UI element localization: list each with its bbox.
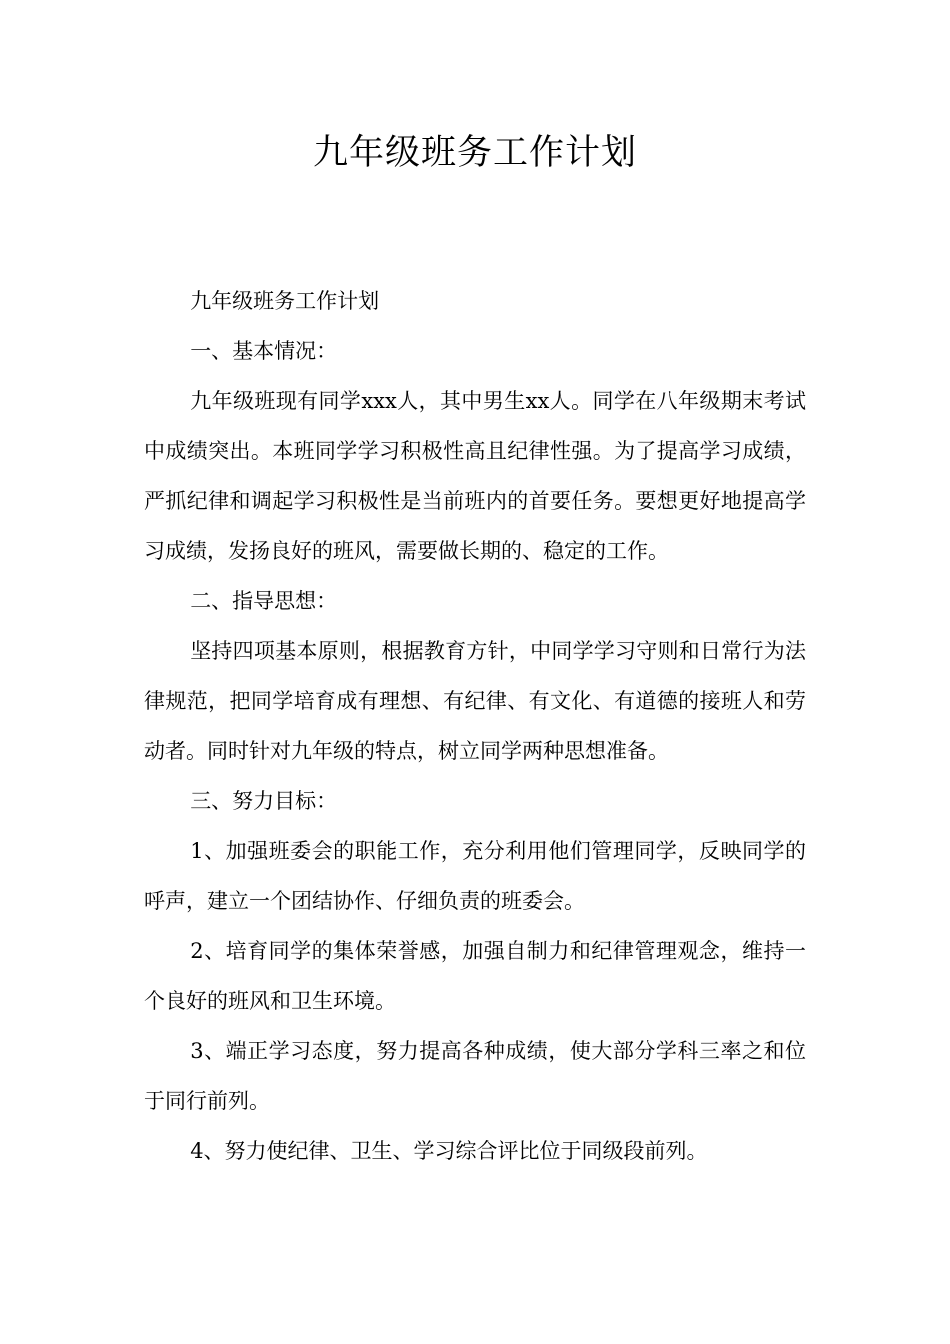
heading-goals: 三、努力目标： (190, 789, 338, 813)
goal-item-1: 1、加强班委会的职能工作，充分利用他们管理同学，反映同学的呼声，建立一个团结协作、仔细负责的班委会。 (144, 839, 806, 913)
paragraph-basic-situation: 九年级班现有同学xxx人，其中男生xx人。同学在八年级期末考试中成绩突出。本班同学学习积极性高且纪律性强。为了提高学习成绩，严抓纪律和调起学习积极性是当前班内的首要任务。要想更好地提高学习成绩，发扬良好的班风，需要做长期的、稳定的工作。 (144, 389, 806, 563)
heading-guiding-ideology: 二、指导思想： (190, 589, 338, 613)
goal-item-4: 4、努力使纪律、卫生、学习综合评比位于同级段前列。 (190, 1139, 708, 1163)
heading-basic-situation: 一、基本情况： (190, 339, 338, 363)
goal-item-2: 2、培育同学的集体荣誉感，加强自制力和纪律管理观念，维持一个良好的班风和卫生环境。 (144, 939, 806, 1013)
paragraph-subtitle: 九年级班务工作计划 (190, 289, 380, 313)
document-title: 九年级班务工作计划 (312, 133, 637, 173)
paragraph-guiding-ideology: 坚持四项基本原则，根据教育方针，中同学学习守则和日常行为法律规范，把同学培育成有理想、有纪律、有文化、有道德的接班人和劳动者。同时针对九年级的特点，树立同学两种思想准备。 (144, 639, 806, 763)
document-body (144, 276, 806, 1176)
goal-item-3: 3、端正学习态度，努力提高各种成绩，使大部分学科三率之和位于同行前列。 (144, 1039, 806, 1113)
